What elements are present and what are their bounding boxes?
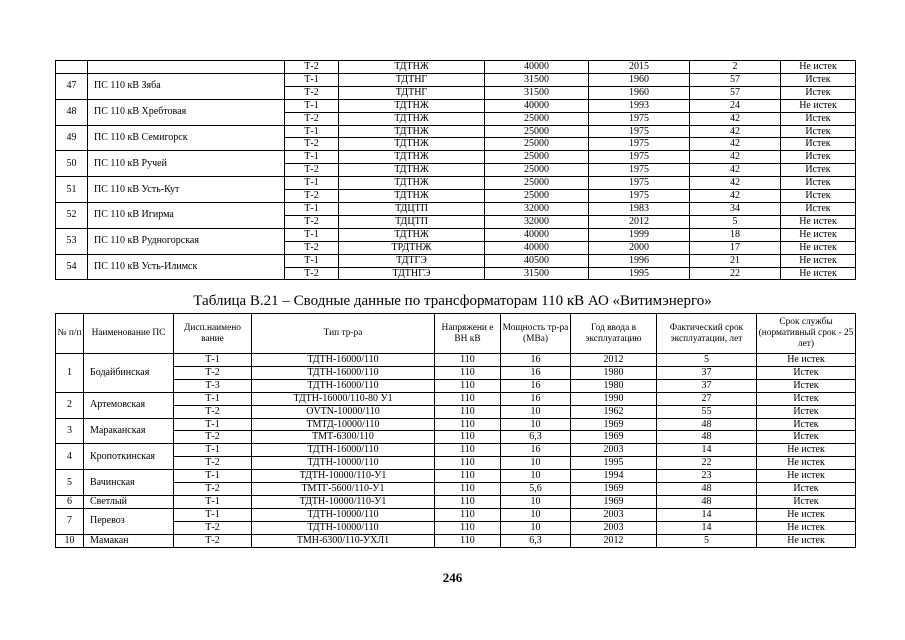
- substation-name: ПС 110 кВ Хребтовая: [88, 99, 285, 125]
- actual-service-years: 2: [690, 61, 781, 74]
- dispatch-name: Т-1: [285, 254, 339, 267]
- row-number: 7: [56, 508, 84, 534]
- transformer-type: ТМТГ-5600/110-У1: [252, 483, 435, 496]
- row-number: 50: [56, 151, 88, 177]
- actual-service-years: 55: [657, 405, 757, 418]
- actual-service-years: 34: [690, 202, 781, 215]
- transformer-type: ТДЦТП: [339, 215, 485, 228]
- power-rating: 10: [501, 495, 571, 508]
- service-status: Не истек: [757, 521, 856, 534]
- actual-service-years: 57: [690, 86, 781, 99]
- commission-year: 1975: [589, 112, 690, 125]
- voltage: 110: [435, 354, 501, 367]
- dispatch-name: Т-2: [285, 190, 339, 203]
- header-fact: Фактический срок эксплуатации, лет: [657, 314, 757, 354]
- commission-year: 1980: [571, 366, 657, 379]
- commission-year: 1969: [571, 483, 657, 496]
- transformer-type: ТДТН-10000/110-У1: [252, 495, 435, 508]
- substation-name: Мамакан: [84, 534, 174, 548]
- actual-service-years: 14: [657, 508, 757, 521]
- service-status: Истек: [757, 405, 856, 418]
- dispatch-name: Т-1: [174, 354, 252, 367]
- commission-year: 2003: [571, 444, 657, 457]
- voltage: 110: [435, 431, 501, 444]
- commission-year: 1960: [589, 73, 690, 86]
- dispatch-name: Т-2: [285, 164, 339, 177]
- actual-service-years: 42: [690, 112, 781, 125]
- dispatch-name: Т-3: [174, 379, 252, 392]
- actual-service-years: 42: [690, 177, 781, 190]
- actual-service-years: 42: [690, 190, 781, 203]
- commission-year: 1996: [589, 254, 690, 267]
- actual-service-years: 5: [657, 534, 757, 548]
- voltage: 110: [435, 470, 501, 483]
- dispatch-name: Т-2: [285, 112, 339, 125]
- service-status: Истек: [781, 177, 856, 190]
- voltage: 110: [435, 366, 501, 379]
- substation-name: Артемовская: [84, 392, 174, 418]
- commission-year: 1995: [589, 267, 690, 280]
- power-rating: 10: [501, 470, 571, 483]
- power-rating: 40000: [485, 228, 589, 241]
- header-type: Тип тр-ра: [252, 314, 435, 354]
- commission-year: 1999: [589, 228, 690, 241]
- service-status: Истек: [757, 392, 856, 405]
- service-status: Не истек: [757, 457, 856, 470]
- table-row: [56, 431, 856, 444]
- actual-service-years: 42: [690, 125, 781, 138]
- service-status: Истек: [757, 431, 856, 444]
- power-rating: 10: [501, 457, 571, 470]
- transformer-type: ТДТНЖ: [339, 125, 485, 138]
- table-row: [56, 483, 856, 496]
- substation-name: Мараканская: [84, 418, 174, 444]
- voltage: 110: [435, 379, 501, 392]
- dispatch-name: Т-1: [174, 392, 252, 405]
- table-row: [56, 392, 856, 405]
- dispatch-name: Т-2: [285, 241, 339, 254]
- transformer-type: ТДТН-16000/110: [252, 366, 435, 379]
- dispatch-name: Т-1: [285, 125, 339, 138]
- table-row: [56, 177, 856, 190]
- substation-name: Светлый: [84, 495, 174, 508]
- table-row: [56, 125, 856, 138]
- transformer-type: ТДТН-10000/110: [252, 457, 435, 470]
- commission-year: 1960: [589, 86, 690, 99]
- service-status: Истек: [781, 202, 856, 215]
- service-status: Истек: [781, 112, 856, 125]
- table-row: [56, 534, 856, 548]
- power-rating: 25000: [485, 125, 589, 138]
- commission-year: 2012: [571, 354, 657, 367]
- vitimenergo-transformer-table: [55, 313, 856, 548]
- row-number: 54: [56, 254, 88, 280]
- transformer-type: ТДТН-16000/110: [252, 379, 435, 392]
- header-power: Мощность тр-ра (МВа): [501, 314, 571, 354]
- commission-year: 1975: [589, 125, 690, 138]
- power-rating: 31500: [485, 73, 589, 86]
- dispatch-name: Т-2: [285, 61, 339, 74]
- power-rating: 16: [501, 392, 571, 405]
- actual-service-years: 27: [657, 392, 757, 405]
- service-status: Не истек: [781, 61, 856, 74]
- dispatch-name: Т-2: [174, 483, 252, 496]
- transformer-type: ТМТ-6300/110: [252, 431, 435, 444]
- service-status: Истек: [781, 151, 856, 164]
- transformer-type: ТДТНГ: [339, 73, 485, 86]
- table-row: [56, 379, 856, 392]
- voltage: 110: [435, 418, 501, 431]
- service-status: Истек: [781, 190, 856, 203]
- transformer-type: ТДТНЖ: [339, 177, 485, 190]
- power-rating: 40500: [485, 254, 589, 267]
- transformer-type: ТДТНГ: [339, 86, 485, 99]
- power-rating: 16: [501, 366, 571, 379]
- substation-name: ПС 110 кВ Усть-Илимск: [88, 254, 285, 280]
- power-rating: 25000: [485, 164, 589, 177]
- dispatch-name: Т-2: [174, 457, 252, 470]
- voltage: 110: [435, 392, 501, 405]
- commission-year: 1975: [589, 164, 690, 177]
- row-number: 6: [56, 495, 84, 508]
- actual-service-years: 17: [690, 241, 781, 254]
- voltage: 110: [435, 457, 501, 470]
- transformer-type: ТДТГЭ: [339, 254, 485, 267]
- transformer-type: ТДТНЖ: [339, 151, 485, 164]
- power-rating: 10: [501, 508, 571, 521]
- transformer-type: ТДТНЖ: [339, 164, 485, 177]
- voltage: 110: [435, 405, 501, 418]
- service-status: Не истек: [781, 228, 856, 241]
- transformer-type: ТМТД-10000/110: [252, 418, 435, 431]
- actual-service-years: 23: [657, 470, 757, 483]
- header-row: [56, 314, 856, 354]
- commission-year: 1990: [571, 392, 657, 405]
- transformer-type: ТДТН-16000/110: [252, 444, 435, 457]
- transformer-type: ТДТНЖ: [339, 61, 485, 74]
- row-number: 4: [56, 444, 84, 470]
- table-row: [56, 521, 856, 534]
- voltage: 110: [435, 508, 501, 521]
- actual-service-years: 18: [690, 228, 781, 241]
- table-row: [56, 73, 856, 86]
- row-number: [56, 61, 88, 74]
- table-row: [56, 61, 856, 74]
- service-status: Не истек: [757, 508, 856, 521]
- transformer-type: ТДТНЖ: [339, 228, 485, 241]
- table-row: [56, 254, 856, 267]
- actual-service-years: 48: [657, 495, 757, 508]
- commission-year: 1975: [589, 190, 690, 203]
- power-rating: 32000: [485, 215, 589, 228]
- service-status: Истек: [781, 86, 856, 99]
- service-status: Не истек: [757, 354, 856, 367]
- actual-service-years: 22: [657, 457, 757, 470]
- service-status: Не истек: [757, 444, 856, 457]
- power-rating: 25000: [485, 138, 589, 151]
- power-rating: 10: [501, 521, 571, 534]
- commission-year: 1975: [589, 177, 690, 190]
- dispatch-name: Т-1: [285, 151, 339, 164]
- table-row: [56, 418, 856, 431]
- commission-year: 1993: [589, 99, 690, 112]
- service-status: Не истек: [781, 254, 856, 267]
- actual-service-years: 5: [690, 215, 781, 228]
- substation-name: ПС 110 кВ Игирма: [88, 202, 285, 228]
- table-row: [56, 444, 856, 457]
- transformer-type: ТДЦТП: [339, 202, 485, 215]
- actual-service-years: 5: [657, 354, 757, 367]
- dispatch-name: Т-1: [285, 177, 339, 190]
- dispatch-name: Т-1: [174, 495, 252, 508]
- commission-year: 1975: [589, 151, 690, 164]
- commission-year: 2003: [571, 521, 657, 534]
- dispatch-name: Т-2: [174, 431, 252, 444]
- table-row: [56, 508, 856, 521]
- transformer-type: ТДТНЖ: [339, 190, 485, 203]
- dispatch-name: Т-1: [174, 470, 252, 483]
- service-status: Не истек: [781, 267, 856, 280]
- header-name: Наименование ПС: [84, 314, 174, 354]
- transformer-type: ТДТНЖ: [339, 138, 485, 151]
- commission-year: 1969: [571, 418, 657, 431]
- substation-name: Кропоткинская: [84, 444, 174, 470]
- table-row: [56, 366, 856, 379]
- row-number: 53: [56, 228, 88, 254]
- substation-name: ПС 110 кВ Рудногорская: [88, 228, 285, 254]
- row-number: 51: [56, 177, 88, 203]
- actual-service-years: 57: [690, 73, 781, 86]
- power-rating: 31500: [485, 86, 589, 99]
- power-rating: 25000: [485, 112, 589, 125]
- table-row: [56, 405, 856, 418]
- commission-year: 1975: [589, 138, 690, 151]
- commission-year: 1969: [571, 431, 657, 444]
- dispatch-name: Т-2: [285, 215, 339, 228]
- service-status: Истек: [757, 366, 856, 379]
- commission-year: 1962: [571, 405, 657, 418]
- power-rating: 40000: [485, 241, 589, 254]
- service-status: Не истек: [757, 534, 856, 548]
- service-status: Не истек: [781, 241, 856, 254]
- power-rating: 6,3: [501, 534, 571, 548]
- row-number: 48: [56, 99, 88, 125]
- table-row: [56, 495, 856, 508]
- dispatch-name: Т-2: [174, 366, 252, 379]
- dispatch-name: Т-1: [174, 418, 252, 431]
- voltage: 110: [435, 495, 501, 508]
- dispatch-name: Т-2: [285, 267, 339, 280]
- actual-service-years: 48: [657, 418, 757, 431]
- commission-year: 1995: [571, 457, 657, 470]
- service-status: Истек: [781, 138, 856, 151]
- row-number: 52: [56, 202, 88, 228]
- dispatch-name: Т-2: [285, 138, 339, 151]
- actual-service-years: 37: [657, 366, 757, 379]
- header-service: Срок службы (нормативный срок - 25 лет): [757, 314, 856, 354]
- table-row: [56, 202, 856, 215]
- substation-name: ПС 110 кВ Усть-Кут: [88, 177, 285, 203]
- power-rating: 40000: [485, 61, 589, 74]
- page-number: 246: [442, 570, 463, 585]
- power-rating: 25000: [485, 151, 589, 164]
- power-rating: 10: [501, 418, 571, 431]
- commission-year: 2003: [571, 508, 657, 521]
- actual-service-years: 22: [690, 267, 781, 280]
- power-rating: 31500: [485, 267, 589, 280]
- dispatch-name: Т-2: [174, 534, 252, 548]
- power-rating: 40000: [485, 99, 589, 112]
- power-rating: 10: [501, 405, 571, 418]
- commission-year: 2000: [589, 241, 690, 254]
- table-row: [56, 354, 856, 367]
- service-status: Истек: [757, 483, 856, 496]
- power-rating: 16: [501, 379, 571, 392]
- transformer-type: ТДТН-10000/110: [252, 508, 435, 521]
- commission-year: 1994: [571, 470, 657, 483]
- transformer-type: ТДТН-16000/110-80 У1: [252, 392, 435, 405]
- service-status: Истек: [781, 73, 856, 86]
- power-rating: 25000: [485, 190, 589, 203]
- transformer-type: OVTN-10000/110: [252, 405, 435, 418]
- power-rating: 25000: [485, 177, 589, 190]
- service-status: Не истек: [757, 470, 856, 483]
- row-number: 2: [56, 392, 84, 418]
- power-rating: 5,6: [501, 483, 571, 496]
- actual-service-years: 14: [657, 444, 757, 457]
- table-row: [56, 151, 856, 164]
- header-num: № п/п: [56, 314, 84, 354]
- actual-service-years: 42: [690, 138, 781, 151]
- dispatch-name: Т-1: [285, 99, 339, 112]
- actual-service-years: 14: [657, 521, 757, 534]
- transformer-table-continued: [55, 60, 856, 280]
- dispatch-name: Т-1: [174, 444, 252, 457]
- dispatch-name: Т-2: [174, 405, 252, 418]
- row-number: 5: [56, 470, 84, 496]
- actual-service-years: 48: [657, 431, 757, 444]
- row-number: 47: [56, 73, 88, 99]
- row-number: 10: [56, 534, 84, 548]
- substation-name: Вачинская: [84, 470, 174, 496]
- service-status: Истек: [781, 164, 856, 177]
- transformer-type: ТДТН-16000/110: [252, 354, 435, 367]
- commission-year: 1983: [589, 202, 690, 215]
- dispatch-name: Т-1: [285, 73, 339, 86]
- voltage: 110: [435, 483, 501, 496]
- service-status: Истек: [757, 379, 856, 392]
- table-row: [56, 99, 856, 112]
- transformer-type: ТДТН-10000/110-У1: [252, 470, 435, 483]
- commission-year: 2015: [589, 61, 690, 74]
- power-rating: 32000: [485, 202, 589, 215]
- row-number: 3: [56, 418, 84, 444]
- transformer-type: ТДТН-10000/110: [252, 521, 435, 534]
- service-status: Истек: [757, 495, 856, 508]
- service-status: Не истек: [781, 99, 856, 112]
- transformer-type: ТДТНГЭ: [339, 267, 485, 280]
- actual-service-years: 48: [657, 483, 757, 496]
- service-status: Не истек: [781, 215, 856, 228]
- power-rating: 16: [501, 354, 571, 367]
- table-row: [56, 228, 856, 241]
- transformer-type: ТДТНЖ: [339, 112, 485, 125]
- power-rating: 6,3: [501, 431, 571, 444]
- dispatch-name: Т-1: [285, 228, 339, 241]
- substation-name: [88, 61, 285, 74]
- commission-year: 2012: [589, 215, 690, 228]
- table-row: [56, 470, 856, 483]
- voltage: 110: [435, 534, 501, 548]
- table-row: [56, 457, 856, 470]
- voltage: 110: [435, 521, 501, 534]
- actual-service-years: 42: [690, 151, 781, 164]
- header-voltage: Напряжени е ВН кВ: [435, 314, 501, 354]
- substation-name: ПС 110 кВ Семигорск: [88, 125, 285, 151]
- transformer-type: ТРДТНЖ: [339, 241, 485, 254]
- dispatch-name: Т-1: [174, 508, 252, 521]
- dispatch-name: Т-2: [285, 86, 339, 99]
- service-status: Истек: [781, 125, 856, 138]
- table-caption: Таблица В.21 – Сводные данные по трансформаторам 110 кВ АО «Витимэнерго»: [193, 293, 712, 309]
- transformer-type: ТМН-6300/110-УХЛ1: [252, 534, 435, 548]
- commission-year: 1980: [571, 379, 657, 392]
- actual-service-years: 21: [690, 254, 781, 267]
- row-number: 1: [56, 354, 84, 393]
- commission-year: 1969: [571, 495, 657, 508]
- substation-name: Перевоз: [84, 508, 174, 534]
- header-year: Год ввода в эксплуатацию: [571, 314, 657, 354]
- substation-name: Бодайбинская: [84, 354, 174, 393]
- actual-service-years: 42: [690, 164, 781, 177]
- service-status: Истек: [757, 418, 856, 431]
- actual-service-years: 37: [657, 379, 757, 392]
- substation-name: ПС 110 кВ Зяба: [88, 73, 285, 99]
- row-number: 49: [56, 125, 88, 151]
- header-disp: Дисп.наимено вание: [174, 314, 252, 354]
- voltage: 110: [435, 444, 501, 457]
- dispatch-name: Т-1: [285, 202, 339, 215]
- substation-name: ПС 110 кВ Ручей: [88, 151, 285, 177]
- dispatch-name: Т-2: [174, 521, 252, 534]
- power-rating: 16: [501, 444, 571, 457]
- commission-year: 2012: [571, 534, 657, 548]
- actual-service-years: 24: [690, 99, 781, 112]
- transformer-type: ТДТНЖ: [339, 99, 485, 112]
